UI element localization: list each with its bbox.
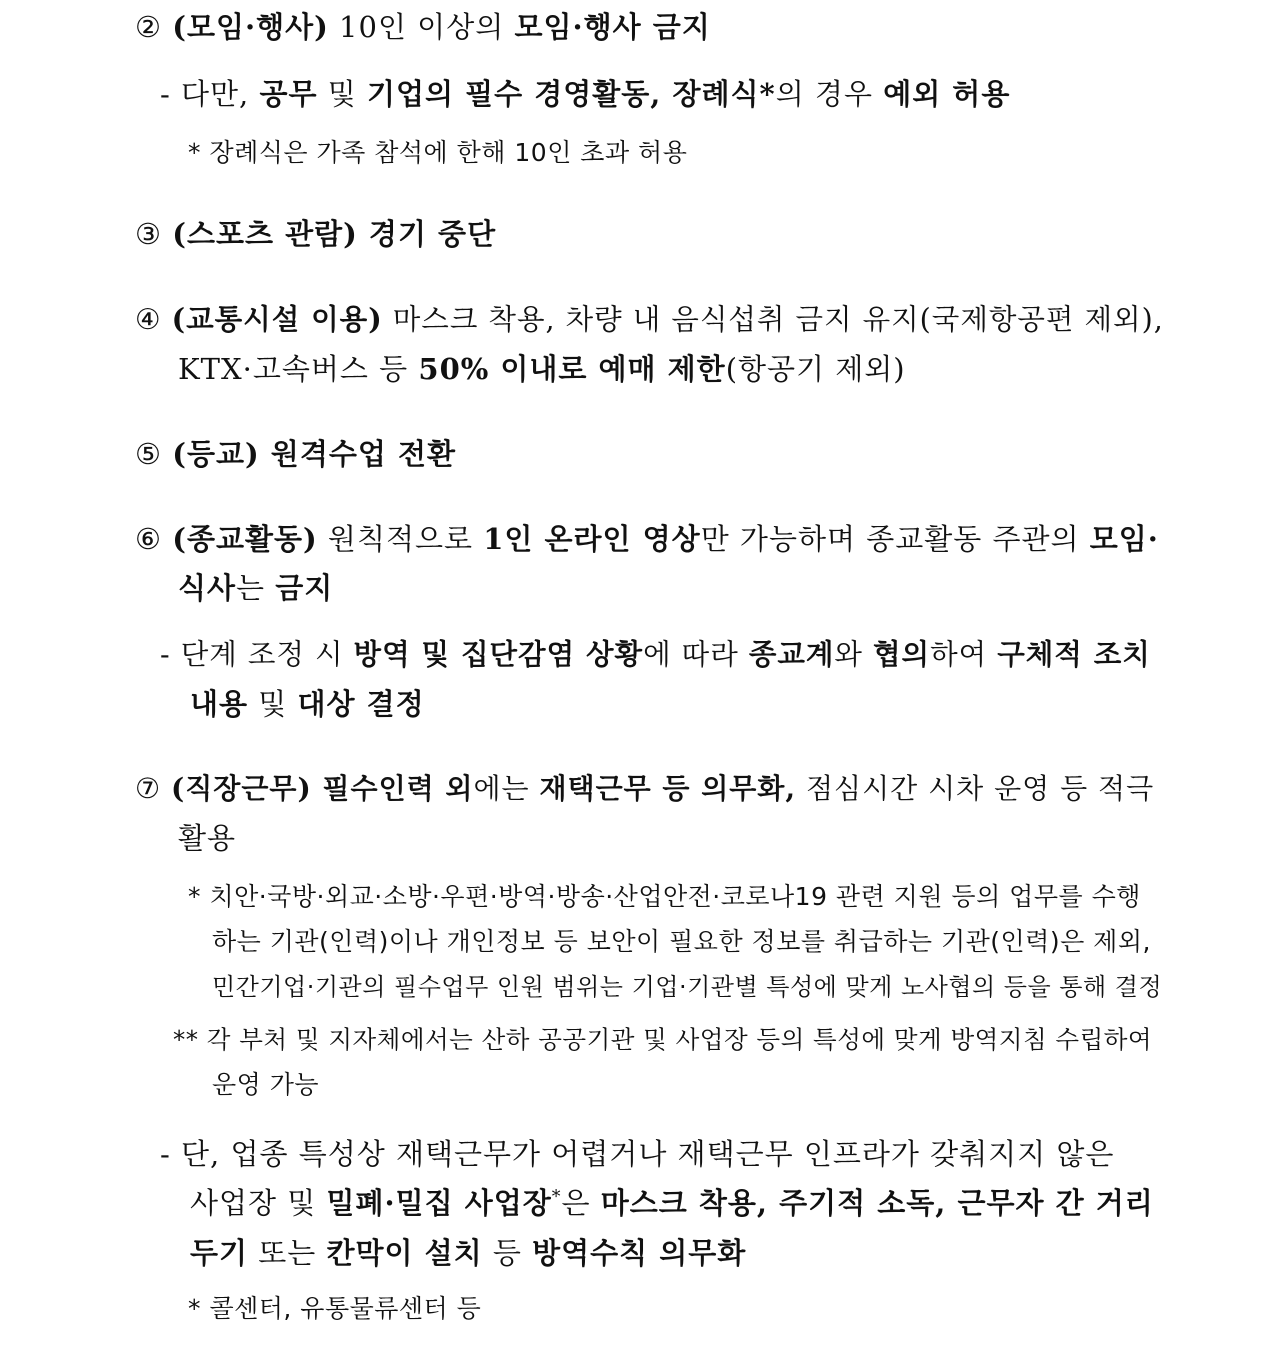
dash-bullet: - — [160, 77, 182, 111]
item-text: 에는 — [473, 772, 540, 805]
item-6-line-1 — [135, 522, 1159, 556]
sub-text-bold: 구체적 조치 — [997, 637, 1151, 671]
sub-text: 하여 — [930, 638, 998, 671]
item-2-sub — [160, 77, 1010, 111]
item-7-footnote-3: * 콜센터, 유통물류센터 등 — [188, 1294, 482, 1323]
item-text-bold: 모임· — [1089, 522, 1159, 556]
sub-text: 단, 업종 특성상 재택근무가 어렵거나 재택근무 인프라가 갖춰지지 않은 — [181, 1137, 1115, 1171]
item-7-sub-line-3 — [190, 1236, 746, 1270]
item-text-bold: 경기 중단 — [357, 217, 497, 251]
sub-text: 은 — [561, 1186, 601, 1220]
sub-text-bold: 내용 — [190, 687, 249, 721]
sub-text-bold: 협의 — [873, 637, 931, 671]
item-text-bold: 모임·행사 금지 — [514, 10, 711, 44]
dash-bullet: - — [160, 1137, 182, 1171]
item-text: 10인 이상 — [328, 10, 476, 44]
footnote-marker: * — [551, 1187, 562, 1208]
sub-text: 에 따라 — [643, 638, 749, 671]
sub-text-bold: 기업의 필수 경영활동, 장례식* — [366, 77, 776, 111]
item-text: 만 가능하며 종교활동 주관의 — [700, 522, 1090, 556]
sub-text-bold: 방역수칙 의무화 — [532, 1236, 747, 1270]
item-7-sub-line-2 — [190, 1186, 1154, 1220]
item-7-footnote-2-line-1: ** 각 부처 및 지자체에서는 산하 공공기관 및 사업장 등의 특성에 맞게 방역지침 수립하여 — [173, 1025, 1153, 1054]
item-3-heading — [135, 217, 496, 251]
sub-text-bold: 마스크 착용, 주기적 소독, 근무자 간 거리 — [600, 1186, 1154, 1220]
item-text-bold: 식사 — [178, 571, 237, 605]
item-category: (교통시설 이용) — [171, 302, 383, 336]
item-6-line-2 — [178, 571, 333, 605]
dash-bullet: - — [160, 638, 181, 671]
sub-text: 와 — [834, 638, 873, 671]
item-text: 는 — [236, 571, 276, 605]
item-6-sub-line-2 — [190, 687, 425, 721]
item-text: (항공기 제외) — [725, 352, 906, 386]
sub-text: 또는 — [248, 1236, 327, 1270]
sub-text-bold: 예외 허용 — [883, 77, 1011, 111]
sub-text: 단계 조정 시 — [180, 638, 354, 671]
sub-text-bold: 공무 — [259, 77, 318, 111]
item-text-bold: 1인 온라인 영상 — [483, 522, 701, 556]
item-6-sub-line-1 — [160, 637, 1151, 672]
item-number: ⑦ — [135, 772, 162, 805]
item-text: 마스크 착용, 차량 내 음식섭취 금지 유지(국제항공편 제외), — [382, 303, 1164, 336]
sub-text-bold: 대상 결정 — [297, 687, 425, 721]
item-number: ⑥ — [135, 522, 162, 556]
item-number: ④ — [135, 303, 162, 336]
item-category: (등교) — [172, 437, 260, 471]
item-category: (스포츠 관람) — [172, 217, 358, 251]
sub-text: 등 — [482, 1236, 533, 1270]
item-category: (직장근무) — [171, 772, 312, 805]
item-4-line-2 — [178, 352, 906, 386]
item-7-footnote-1-line-1: * 치안·국방·외교·소방·우편·방역·방송·산업안전·코로나19 관련 지원 등의 업무를 수행 — [188, 882, 1141, 911]
item-text: 의 — [475, 10, 515, 44]
item-text: 원칙적으로 — [317, 522, 484, 556]
item-text: KTX·고속버스 등 — [178, 352, 419, 386]
sub-text-bold: 밀폐·밀집 사업장 — [326, 1186, 552, 1220]
item-category: (종교활동) — [172, 522, 318, 556]
sub-text: 사업장 및 — [190, 1186, 327, 1220]
sub-text-bold: 종교계 — [748, 637, 835, 671]
item-text-bold: 필수인력 외 — [311, 772, 474, 805]
item-text-bold: 재택근무 등 의무화, — [539, 772, 797, 805]
item-2-heading — [135, 10, 711, 44]
item-number: ⑤ — [135, 437, 162, 471]
sub-text: 의 경우 — [775, 77, 884, 111]
sub-text-bold: 칸막이 설치 — [326, 1236, 483, 1270]
item-text-bold: 금지 — [275, 571, 334, 605]
sub-text-bold: 두기 — [190, 1236, 249, 1270]
sub-text: 및 — [248, 687, 298, 721]
item-4-line-1 — [135, 302, 1164, 337]
item-7-footnote-1-line-2: 하는 기관(인력)이나 개인정보 등 보안이 필요한 정보를 취급하는 기관(인력)은 제외, — [212, 927, 1151, 956]
item-7-footnote-2-line-2: 운영 가능 — [212, 1070, 320, 1099]
item-7-sub-line-1 — [160, 1137, 1114, 1171]
item-text-bold: 50% 이내로 예매 제한 — [418, 352, 726, 386]
item-text: 점심시간 시차 운영 등 적극 — [796, 772, 1155, 805]
item-2-footnote: * 장례식은 가족 참석에 한해 10인 초과 허용 — [188, 138, 688, 167]
item-category: (모임·행사) — [172, 10, 329, 44]
item-7-line-2: 활용 — [178, 821, 237, 855]
sub-text: 및 — [317, 77, 367, 111]
sub-text-bold: 방역 및 집단감염 상황 — [353, 637, 644, 671]
item-7-footnote-1-line-3: 민간기업·기관의 필수업무 인원 범위는 기업·기관별 특성에 맞게 노사협의 등을 통해 결정 — [212, 973, 1163, 1001]
item-number: ② — [135, 10, 162, 44]
item-number: ③ — [135, 217, 162, 251]
item-5-heading — [135, 437, 456, 471]
item-text-bold: 원격수업 전환 — [259, 437, 456, 471]
item-7-line-1 — [135, 772, 1154, 806]
sub-text: 다만, — [181, 77, 260, 111]
